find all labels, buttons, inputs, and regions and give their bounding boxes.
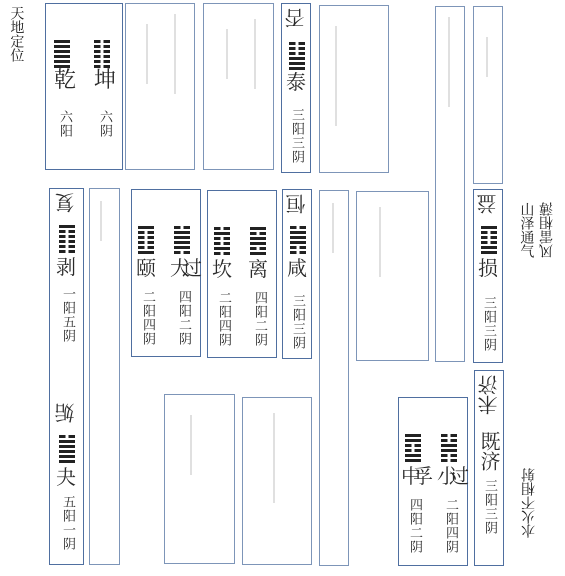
sun-name: 损	[478, 256, 498, 280]
zhongfu-xiaoguo-box	[398, 397, 468, 566]
qian-kun-box	[45, 3, 123, 170]
yi-daguo-box	[131, 189, 201, 357]
label-fenglei-xiangbo: 风雷相薄	[539, 202, 555, 258]
bo-name: 剥	[56, 255, 76, 279]
kun-name: 坤	[94, 68, 117, 93]
qian-name: 乾	[54, 68, 77, 93]
guai-name: 夬	[56, 465, 76, 489]
guai-count: 五阳一阴	[60, 495, 75, 551]
bo-fu-guai-gou-box	[49, 188, 84, 565]
tai-count: 三阳三阴	[289, 108, 304, 164]
pi-name-rotated: 否	[284, 8, 308, 28]
jiji-name: 既济	[477, 431, 501, 471]
yi-name: 颐	[136, 256, 156, 280]
kan-count: 二阳四阴	[216, 291, 231, 347]
tai-pi-box	[281, 3, 311, 173]
guai-hexagram-icon	[59, 435, 75, 465]
sun-hexagram-icon	[481, 226, 497, 256]
zhongfu-count: 四阳二阴	[407, 498, 422, 554]
sun-yi-box	[473, 189, 503, 363]
empty-box-10	[242, 397, 312, 565]
empty-box-3	[319, 5, 389, 173]
empty-box-8	[356, 191, 429, 361]
kan-hexagram-icon	[214, 227, 230, 257]
tai-hexagram-icon	[289, 42, 305, 72]
zhongfu-name: 中孚	[401, 464, 425, 488]
gou-name-rotated: 姤	[54, 403, 78, 423]
bo-hexagram-icon	[59, 225, 75, 255]
empty-box-6	[89, 188, 120, 565]
empty-box-2	[203, 3, 274, 170]
xian-name: 咸	[287, 256, 307, 280]
daguo-count: 四阳二阴	[176, 290, 191, 346]
bo-count: 一阳五阴	[60, 287, 75, 343]
label-shanze-tongqi: 山泽通气	[518, 202, 535, 258]
daguo-hexagram-icon	[174, 226, 190, 256]
label-tiandi-dingwei: 天地定位	[8, 6, 25, 62]
jiji-weiji-box	[474, 370, 504, 566]
empty-box-4	[435, 6, 465, 362]
qian-count: 六阳	[57, 110, 72, 138]
qian-hexagram-icon	[54, 40, 70, 70]
yi-hexagram-icon	[138, 226, 154, 256]
xiaoguo-name: 小过	[437, 464, 461, 488]
jiji-count: 三阳三阴	[482, 479, 497, 535]
label-shuihuo-buxiangshe: 水火不相射	[521, 468, 537, 538]
zhongfu-hexagram-icon	[405, 434, 421, 464]
yi-gain-name-rotated: 益	[476, 194, 500, 214]
heng-name-rotated: 恒	[285, 194, 309, 214]
daguo-name: 大过	[170, 256, 194, 280]
xian-heng-box	[282, 189, 312, 359]
kun-hexagram-icon	[94, 40, 110, 70]
li-hexagram-icon	[250, 227, 266, 257]
empty-box-1	[125, 3, 195, 170]
yi-count: 二阳四阴	[140, 290, 155, 346]
xiaoguo-count: 二阳四阴	[443, 498, 458, 554]
empty-box-5	[473, 6, 503, 184]
xian-hexagram-icon	[290, 226, 306, 256]
kun-count: 六阴	[97, 110, 112, 138]
fu-name-rotated: 复	[54, 193, 78, 213]
empty-box-7	[319, 190, 349, 566]
sun-count: 三阳三阴	[481, 296, 496, 352]
kan-name: 坎	[212, 257, 232, 281]
xian-count: 三阳三阴	[290, 294, 305, 350]
kan-li-box	[207, 190, 277, 358]
xiaoguo-hexagram-icon	[441, 434, 457, 464]
weiji-name-rotated: 未济	[477, 375, 501, 415]
li-name: 离	[248, 257, 268, 281]
tai-name: 泰	[286, 70, 306, 94]
li-count: 四阳二阴	[252, 291, 267, 347]
empty-box-9	[164, 394, 235, 564]
